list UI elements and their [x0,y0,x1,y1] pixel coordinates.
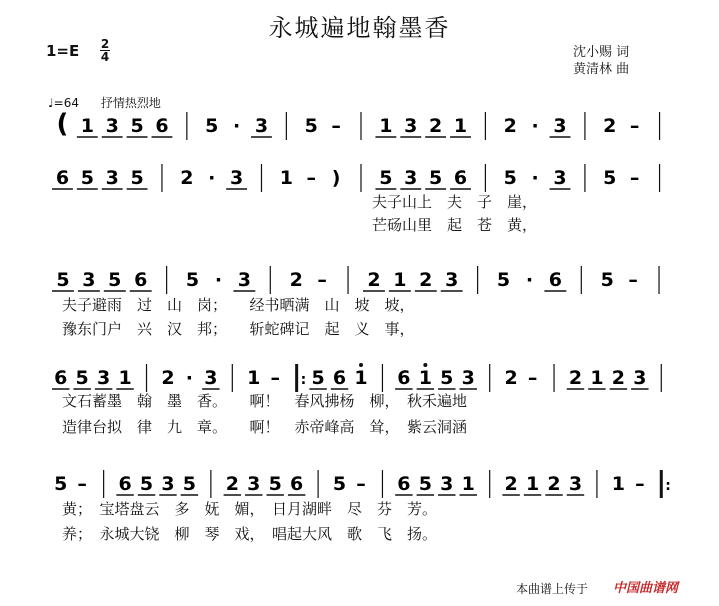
note: 5 [311,367,325,389]
note: 5 [56,269,70,291]
note: 6 [397,367,411,389]
note: 5 [130,115,144,137]
note: 5 [496,269,511,291]
note: 5 [205,115,219,137]
note: 3 [254,115,269,137]
note: 6 [453,167,468,189]
note: – [317,269,327,291]
note: 3 [97,367,111,389]
composer-credit: 黄清林 曲 [573,62,630,77]
note: 3 [247,473,261,495]
note: 2 [603,115,617,137]
lyric-line: 夫子避雨 过 山 岗； 经书晒满 山 坡 坡， [62,296,415,314]
note: · [531,115,539,137]
note: 2 [180,167,194,189]
note: 1 [393,269,407,291]
note: 5 [503,167,517,189]
site-logo: 中国曲谱网 [613,581,679,596]
note: 6 [118,473,132,495]
note: 1 [379,115,393,137]
key-signature: 1=E [46,42,80,60]
note: 5 [182,473,197,495]
note: 5 [75,367,89,389]
note: 1 [80,115,94,137]
note: 6 [54,367,68,389]
note: – [331,115,341,137]
lyric-line: 养； 永城大铙 柳 琴 戏， 唱起大风 歌 飞 扬。 [62,525,438,543]
note: 5 [440,367,454,389]
note: – [628,269,638,291]
note: 6 [134,269,148,291]
song-title: 永城遍地翰墨香 [268,14,451,42]
note: 5 [80,167,94,189]
note: 1 [279,167,293,189]
note: 3 [404,167,418,189]
note: 2 [419,269,433,291]
note: 6 [332,367,347,389]
note: 2 [161,367,175,389]
note: 3 [237,269,251,291]
tempo-mark: ♩=64 [48,96,79,110]
note: 6 [290,473,304,495]
note: 3 [161,473,175,495]
footer-text: 本曲谱上传于 [516,582,589,596]
lyric-line: 文石蓄墨 翰 墨 香。 啊！ 春风拂杨 柳， 秋禾遍地 [62,392,468,410]
note: · [232,115,241,137]
note: 5 [379,167,393,189]
note: 2 [568,367,583,389]
note: 3 [633,367,647,389]
note: · [185,367,194,389]
note: – [270,367,280,389]
note: 5 [429,167,443,189]
note: 5 [130,167,144,189]
note: 6 [155,115,169,137]
note: – [306,167,316,189]
note: 1 [525,473,540,495]
note: 3 [404,115,418,137]
lyric-line: 豫东门户 兴 汉 邦； 斩蛇碑记 起 义 事， [62,320,415,338]
note: 3 [553,115,567,137]
time-signature-top: 2 [100,37,110,51]
octave-dot [359,363,363,367]
note: 3 [461,367,475,389]
note: 5 [418,473,432,495]
note: 5 [603,167,617,189]
note: 1 [418,367,432,389]
note: 3 [105,115,119,137]
note: · [208,167,216,189]
note: 1 [247,367,261,389]
lyric-line: 黄； 宝塔盘云 多 妩 媚， 日月湖畔 尽 芬 芳。 [62,500,438,518]
note: 5 [268,473,282,495]
note: 5 [304,115,318,137]
note: 6 [548,269,562,291]
tempo-expression: 抒情热烈地 [100,96,161,110]
repeat-sign: : [300,372,307,388]
note: 2 [225,473,239,495]
note: 1 [611,473,625,495]
note: 5 [185,269,200,291]
note: 2 [503,115,517,137]
note: – [77,473,87,495]
note: 1 [354,367,368,389]
octave-dot [423,363,427,367]
note: – [356,473,366,495]
note: 1 [118,367,132,389]
lyric-line: 造律台拟 律 九 章。 啊！ 赤帝峰高 耸， 紫云洞涵 [62,418,468,436]
note: – [527,367,538,389]
note: 5 [54,473,68,495]
note: 2 [367,269,381,291]
note: 3 [229,167,244,189]
note: 3 [445,269,459,291]
note: 2 [289,269,303,291]
lyricist-credit: 沈小赐 词 [573,45,630,60]
note: – [629,115,640,137]
note: – [635,473,645,495]
note: 3 [568,473,583,495]
note: 5 [139,473,154,495]
note: 3 [82,269,96,291]
note: 1 [461,473,475,495]
note: 5 [108,269,122,291]
lyric-line: 芒砀山里 起 苍 黄， [372,216,538,234]
note: 3 [553,167,567,189]
note: 2 [611,367,625,389]
note: 1 [590,367,604,389]
repeat-sign: : [665,478,671,494]
note: · [525,269,534,291]
note: ( [56,109,69,139]
note: · [214,269,223,291]
note: 5 [332,473,347,495]
note: 5 [600,269,614,291]
note: 2 [547,473,561,495]
note: 2 [504,473,518,495]
note: 2 [429,115,443,137]
note: 2 [504,367,518,389]
note: 6 [397,473,411,495]
note: 1 [453,115,468,137]
note: – [629,167,640,189]
note: 3 [204,367,218,389]
note: · [531,167,539,189]
note: ) [331,167,341,189]
note: 3 [440,473,454,495]
note: 6 [55,167,70,189]
lyric-line: 夫子山上 夫 子 崖， [372,193,538,211]
note: 3 [105,167,119,189]
time-signature-bottom: 4 [100,50,110,64]
